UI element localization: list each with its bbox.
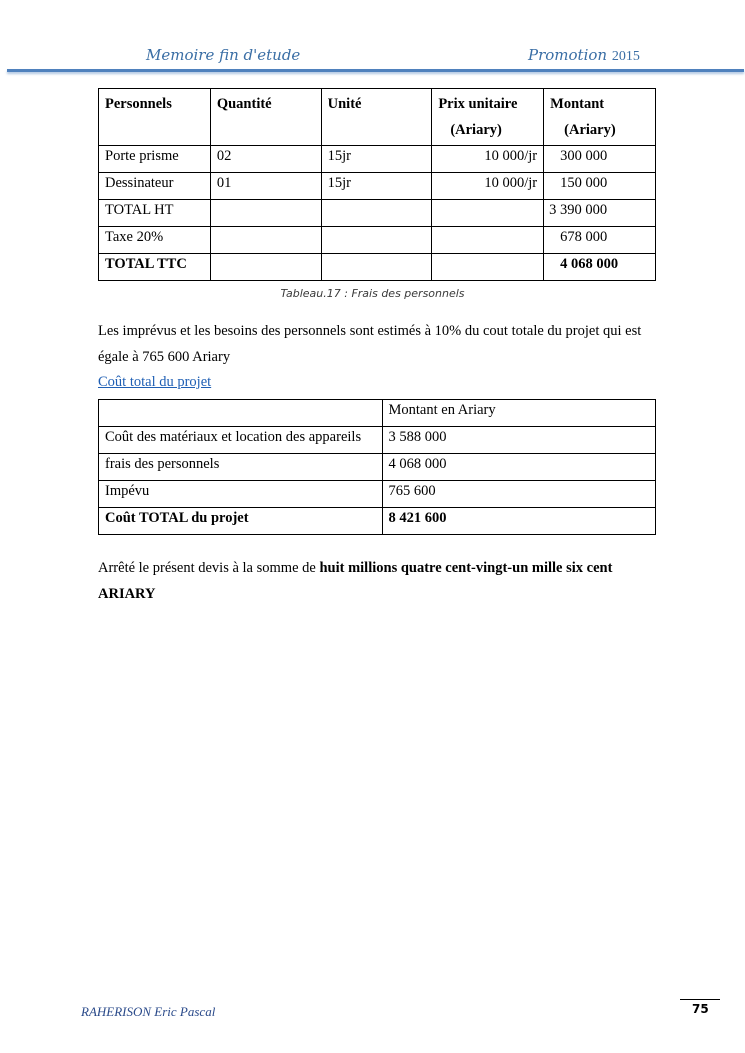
table-cell: 300 000: [544, 146, 656, 173]
personnel-costs-table: [98, 88, 656, 281]
table-cell: 10 000/jr: [432, 146, 544, 173]
header-promotion: [528, 46, 640, 65]
header-cell: Unité: [321, 89, 432, 146]
table-cell: Coût des matériaux et location des appareils: [99, 427, 383, 454]
table-cell: frais des personnels: [99, 454, 383, 481]
table-row: [99, 254, 656, 281]
table-row: [99, 146, 656, 173]
table-cell: Taxe 20%: [99, 227, 211, 254]
table-cell: Dessinateur: [99, 173, 211, 200]
section-link-total-cost[interactable]: Coût total du projet: [98, 374, 212, 390]
table-row: [99, 173, 656, 200]
table-cell: [432, 227, 544, 254]
header-cell: Prix unitaire (Ariary): [432, 89, 544, 146]
table-cell: [210, 227, 321, 254]
table-cell: [321, 227, 432, 254]
table-cell: 01: [210, 173, 321, 200]
table-cell: 8 421 600: [382, 508, 656, 535]
header-cell: Quantité: [210, 89, 321, 146]
table-cell: 150 000: [544, 173, 656, 200]
header-rule: [7, 69, 744, 72]
table-cell: [432, 200, 544, 227]
table-cell: 678 000: [544, 227, 656, 254]
table-cell: Coût TOTAL du projet: [99, 508, 383, 535]
table-cell: [321, 200, 432, 227]
table-cell: Impévu: [99, 481, 383, 508]
table-header-row: [99, 400, 656, 427]
header-cell: [99, 400, 383, 427]
table-row: [99, 508, 656, 535]
table-cell: 4 068 000: [544, 254, 656, 281]
table-header-row: [99, 89, 656, 146]
header-cell: Personnels: [99, 89, 211, 146]
table-row: [99, 454, 656, 481]
table-row: [99, 227, 656, 254]
table-cell: 10 000/jr: [432, 173, 544, 200]
table-cell: [432, 254, 544, 281]
footer-rule: [680, 999, 720, 1000]
table-row: [99, 200, 656, 227]
table-row: [99, 481, 656, 508]
header-year: 2015: [611, 49, 640, 64]
conclusion-paragraph: [98, 555, 654, 607]
table-cell: [210, 200, 321, 227]
header-cell: Montant (Ariary): [544, 89, 656, 146]
table-cell: Porte prisme: [99, 146, 211, 173]
table-caption: Tableau.17 : Frais des personnels: [280, 287, 465, 300]
header-promotion-label: Promotion: [528, 46, 608, 64]
table-cell: [210, 254, 321, 281]
table-cell: 3 390 000: [544, 200, 656, 227]
table-cell: 02: [210, 146, 321, 173]
header-cell: Montant en Ariary: [382, 400, 656, 427]
table-cell: 15jr: [321, 146, 432, 173]
table-cell: 765 600: [382, 481, 656, 508]
table-cell: [321, 254, 432, 281]
estimate-paragraph: Les imprévus et les besoins des personnels sont estimés à 10% du cout totale du projet qui est égale à 765 600 Ariary: [98, 323, 642, 365]
page-number: 75: [692, 1002, 709, 1016]
conclusion-prefix: Arrêté le présent devis à la somme de: [98, 560, 320, 576]
table-cell: TOTAL HT: [99, 200, 211, 227]
table-row: [99, 427, 656, 454]
table-cell: 15jr: [321, 173, 432, 200]
conclusion-amount: huit millions quatre cent-vingt-un mille six cent ARIARY: [98, 560, 613, 602]
table-cell: 4 068 000: [382, 454, 656, 481]
total-cost-table: [98, 399, 656, 535]
footer-author: RAHERISON Eric Pascal: [81, 1004, 216, 1019]
header-title: Memoire fin d'etude: [146, 46, 301, 64]
table-cell: 3 588 000: [382, 427, 656, 454]
table-cell: TOTAL TTC: [99, 254, 211, 281]
